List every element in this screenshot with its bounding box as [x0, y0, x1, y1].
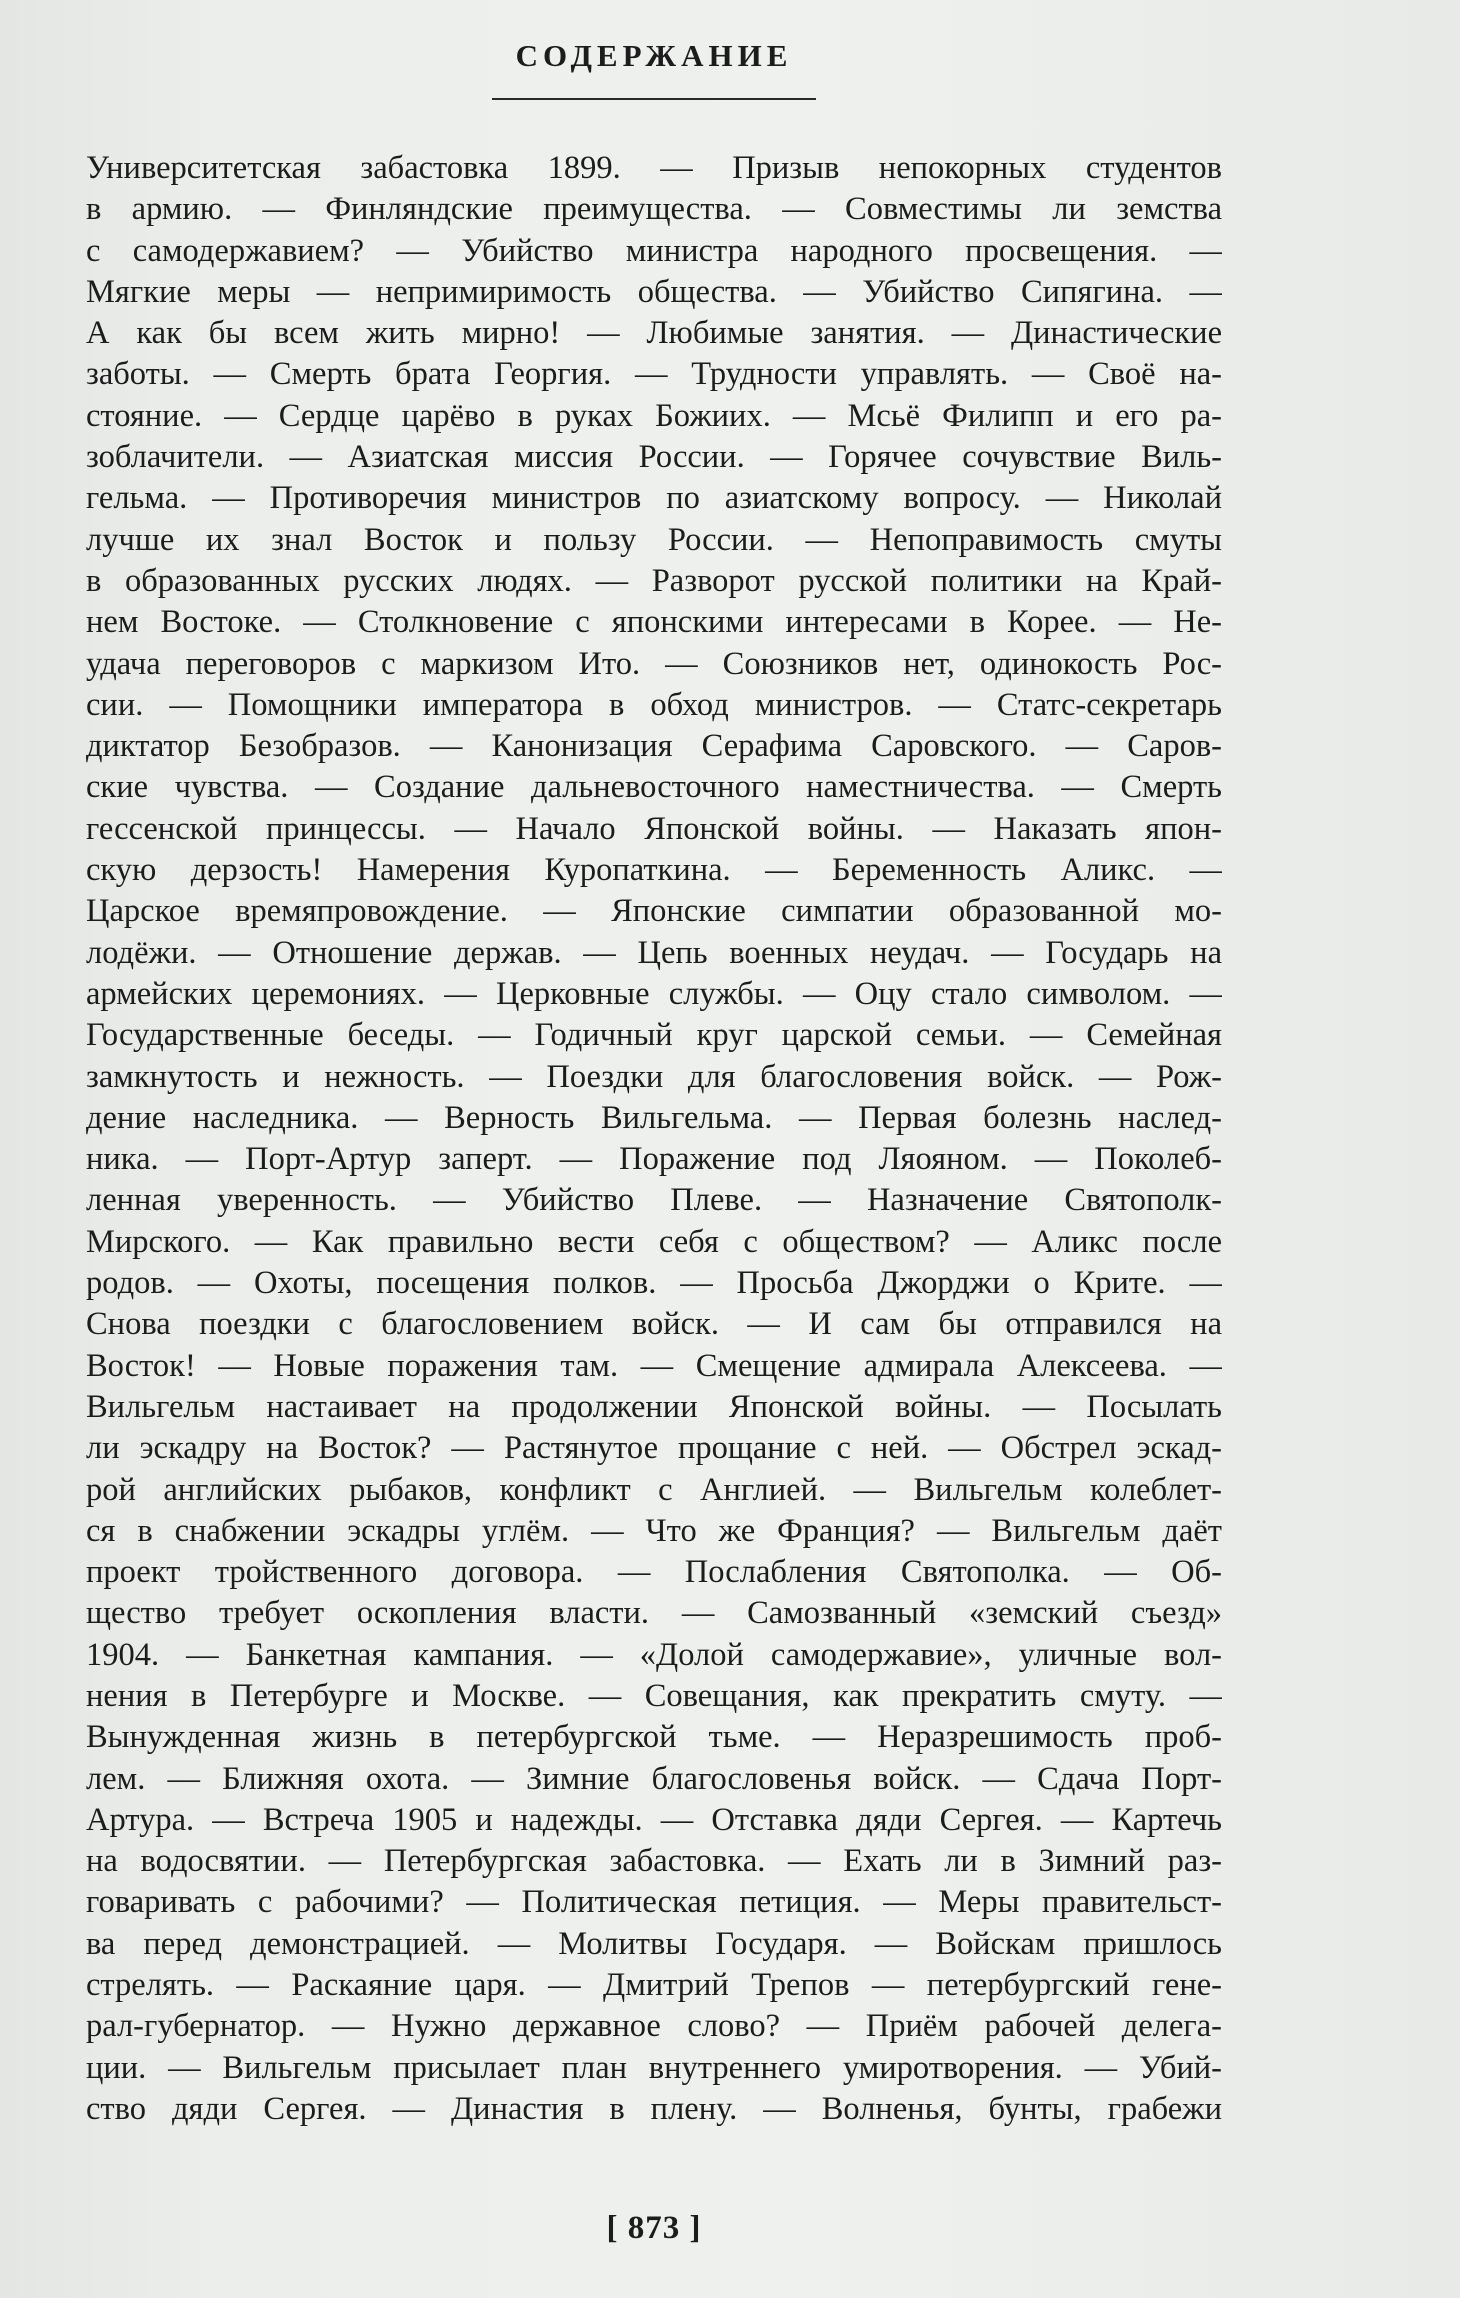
text-line: заботы. — Смерть брата Георгия. — Трудности управлять. — Своё на-	[86, 356, 1222, 393]
text-line: замкнутость и нежность. — Поездки для благословения войск. — Рож-	[86, 1058, 1222, 1095]
text-line: гельма. — Противоречия министров по азиатскому вопросу. — Николай	[86, 480, 1222, 517]
text-line: в образованных русских людях. — Разворот русской политики на Край-	[86, 562, 1222, 599]
text-line: в армию. — Финляндские преимущества. — Совместимы ли земства	[86, 191, 1222, 228]
text-line: стояние. — Сердце царёво в руках Божиих. — Мсьё Филипп и его ра-	[86, 397, 1222, 434]
text-line: рой английских рыбаков, конфликт с Англией. — Вильгельм колеблет-	[86, 1471, 1222, 1508]
text-line: нем Востоке. — Столкновение с японскими интересами в Корее. — Не-	[86, 604, 1222, 641]
text-line: родов. — Охоты, посещения полков. — Просьба Джорджи о Крите. —	[86, 1265, 1222, 1302]
text-line: ство дяди Сергея. — Династия в плену. — Волненья, бунты, грабежи	[86, 2090, 1222, 2127]
text-line: лучше их знал Восток и пользу России. — Непоправимость смуты	[86, 521, 1222, 558]
text-line: дение наследника. — Верность Вильгельма. — Первая болезнь наслед-	[86, 1099, 1222, 1136]
text-line: лодёжи. — Отношение держав. — Цепь военных неудач. — Государь на	[86, 934, 1222, 971]
text-line: Артура. — Встреча 1905 и надежды. — Отставка дяди Сергея. — Картечь	[86, 1801, 1222, 1838]
text-line: гессенской принцессы. — Начало Японской войны. — Наказать япон-	[86, 810, 1222, 847]
text-line: Мирского. — Как правильно вести себя с обществом? — Аликс после	[86, 1223, 1222, 1260]
contents-text	[86, 148, 1222, 2130]
text-line: с самодержавием? — Убийство министра народного просвещения. —	[86, 232, 1222, 269]
text-line: проект тройственного договора. — Послабления Святополка. — Об-	[86, 1554, 1222, 1591]
text-line: Университетская забастовка 1899. — Призыв непокорных студентов	[86, 150, 1222, 186]
text-line: стрелять. — Раскаяние царя. — Дмитрий Трепов — петербургский гене-	[86, 1967, 1222, 2004]
text-line: сии. — Помощники императора в обход министров. — Статс-секретарь	[86, 686, 1222, 723]
text-line: Царское времяпровождение. — Японские симпатии образованной мо-	[86, 893, 1222, 930]
text-line: Вынужденная жизнь в петербургской тьме. — Неразрешимость проб-	[86, 1719, 1222, 1756]
page-number: [ 873 ]	[606, 2210, 702, 2246]
text-line: ва перед демонстрацией. — Молитвы Государя. — Войскам пришлось	[86, 1925, 1222, 1962]
text-line: на водосвятии. — Петербургская забастовка. — Ехать ли в Зимний раз-	[86, 1843, 1222, 1880]
text-line: ские чувства. — Создание дальневосточного наместничества. — Смерть	[86, 769, 1222, 806]
text-line: ции. — Вильгельм присылает план внутреннего умиротворения. — Убий-	[86, 2049, 1222, 2086]
text-line: удача переговоров с маркизом Ито. — Союзников нет, одинокость Рос-	[86, 645, 1222, 682]
text-line: Государственные беседы. — Годичный круг царской семьи. — Семейная	[86, 1017, 1222, 1054]
text-line: Снова поездки с благословением войск. — И сам бы отправился на	[86, 1306, 1222, 1343]
text-line: рал-губернатор. — Нужно державное слово? — Приём рабочей делега-	[86, 2008, 1222, 2045]
text-line: ника. — Порт-Артур заперт. — Поражение под Ляояном. — Поколеб-	[86, 1141, 1222, 1178]
title-underline	[492, 98, 816, 100]
text-line: диктатор Безобразов. — Канонизация Серафима Саровского. — Саров-	[86, 728, 1222, 765]
text-line: 1904. — Банкетная кампания. — «Долой самодержавие», уличные вол-	[86, 1636, 1222, 1673]
text-line: зоблачители. — Азиатская миссия России. — Горячее сочувствие Виль-	[86, 439, 1222, 476]
text-line: А как бы всем жить мирно! — Любимые занятия. — Династические	[86, 315, 1222, 352]
text-line: ся в снабжении эскадры углём. — Что же Франция? — Вильгельм даёт	[86, 1512, 1222, 1549]
text-line: щество требует оскопления власти. — Самозванный «земский съезд»	[86, 1595, 1222, 1632]
text-line: ленная уверенность. — Убийство Плеве. — Назначение Святополк-	[86, 1182, 1222, 1219]
text-line: ли эскадру на Восток? — Растянутое прощание с ней. — Обстрел эскад-	[86, 1430, 1222, 1467]
text-line: Вильгельм настаивает на продолжении Японской войны. — Посылать	[86, 1388, 1222, 1425]
text-line: говаривать с рабочими? — Политическая петиция. — Меры правительст-	[86, 1884, 1222, 1921]
text-line: Восток! — Новые поражения там. — Смещение адмирала Алексеева. —	[86, 1347, 1222, 1384]
text-line: скую дерзость! Намерения Куропаткина. — Беременность Аликс. —	[86, 852, 1222, 889]
text-line: армейских церемониях. — Церковные службы. — Оцу стало символом. —	[86, 975, 1222, 1012]
text-line: лем. — Ближняя охота. — Зимние благословенья войск. — Сдача Порт-	[86, 1760, 1222, 1797]
text-line: Мягкие меры — непримиримость общества. — Убийство Сипягина. —	[86, 273, 1222, 310]
text-line: нения в Петербурге и Москве. — Совещания, как прекратить смуту. —	[86, 1677, 1222, 1714]
page-title: СОДЕРЖАНИЕ	[515, 38, 793, 73]
